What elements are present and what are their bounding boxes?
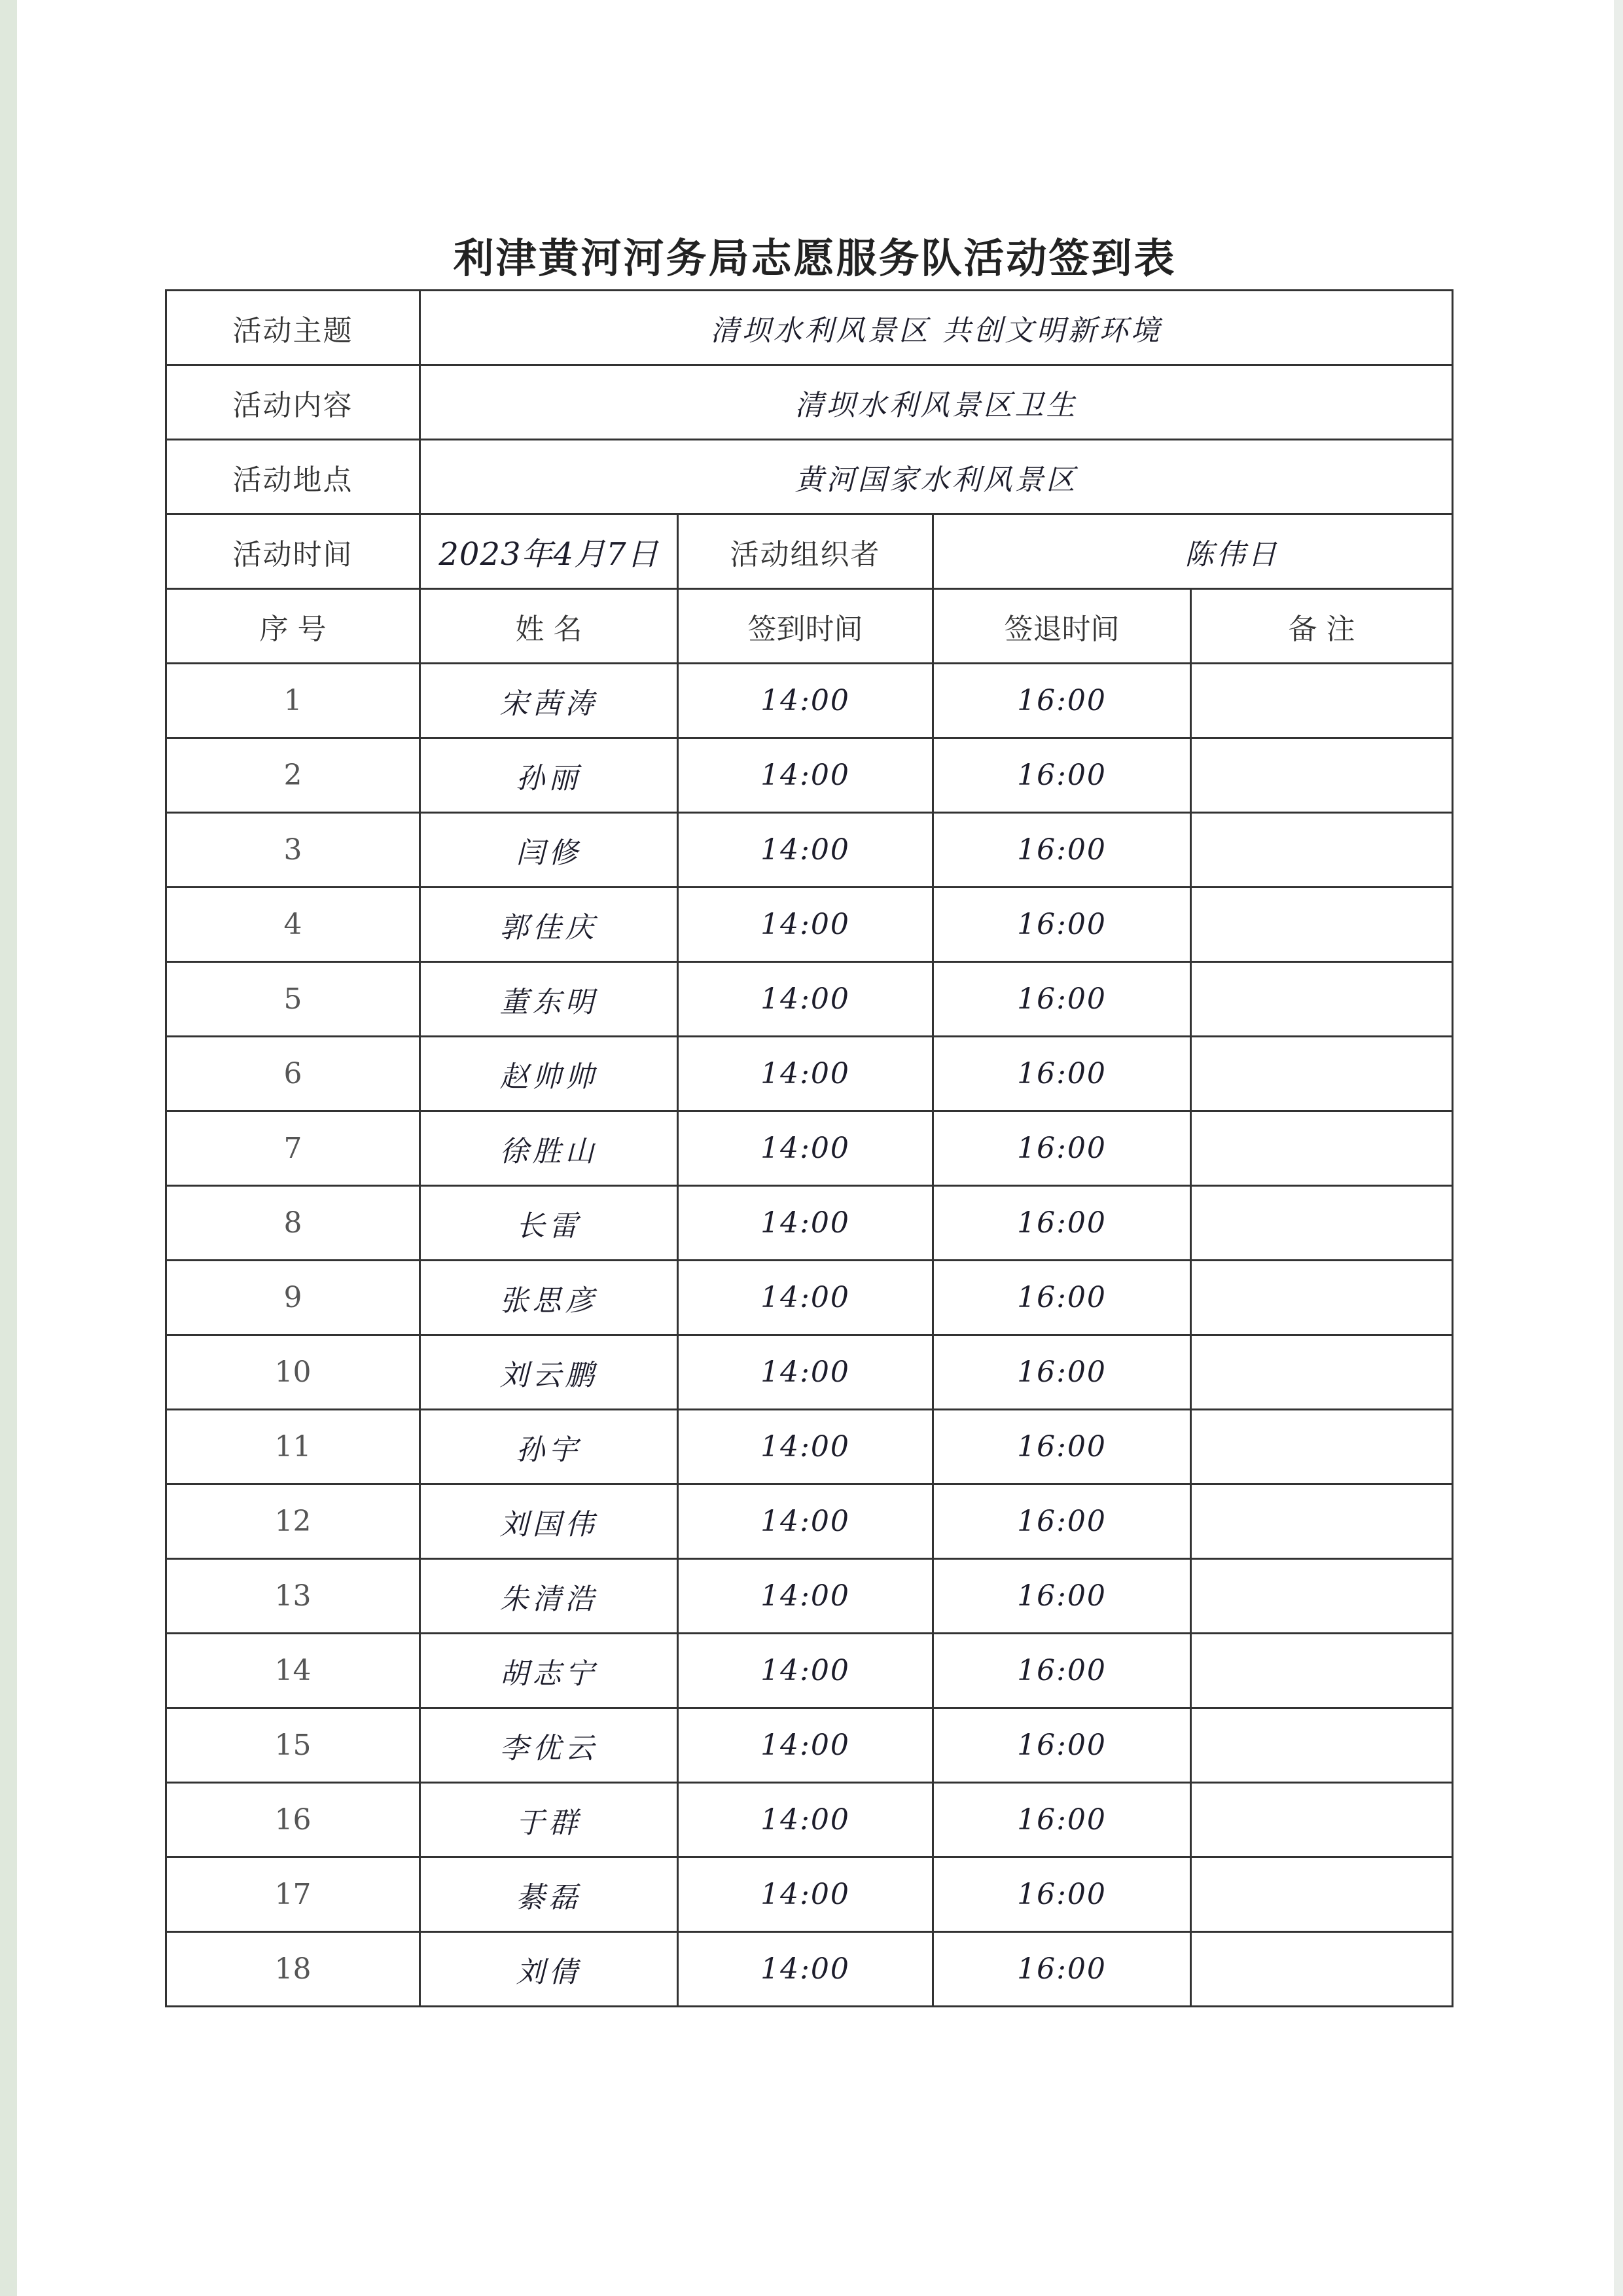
content-value: 清坝水利风景区卫生 xyxy=(420,365,1453,440)
table-row xyxy=(166,1708,1453,1783)
checkout-column-header: 签退时间 xyxy=(933,589,1191,664)
row-checkout-time: 16:00 xyxy=(933,738,1191,813)
row-index: 11 xyxy=(166,1410,420,1484)
row-index: 18 xyxy=(166,1932,420,2007)
table-row xyxy=(166,1111,1453,1186)
row-remark xyxy=(1191,1484,1453,1559)
row-checkin-time: 14:00 xyxy=(678,664,933,738)
row-checkout-time: 16:00 xyxy=(933,888,1191,962)
theme-row xyxy=(166,291,1453,365)
row-signature: 刘云鹏 xyxy=(420,1335,678,1410)
table-row xyxy=(166,888,1453,962)
table-row xyxy=(166,1335,1453,1410)
row-index: 12 xyxy=(166,1484,420,1559)
row-checkin-time: 14:00 xyxy=(678,1186,933,1261)
row-checkin-time: 14:00 xyxy=(678,1335,933,1410)
row-index: 2 xyxy=(166,738,420,813)
row-signature: 于群 xyxy=(420,1783,678,1857)
row-checkout-time: 16:00 xyxy=(933,1261,1191,1335)
row-checkout-time: 16:00 xyxy=(933,1708,1191,1783)
row-checkin-time: 14:00 xyxy=(678,1037,933,1111)
row-checkout-time: 16:00 xyxy=(933,1932,1191,2007)
row-checkout-time: 16:00 xyxy=(933,1559,1191,1634)
index-column-header: 序 号 xyxy=(166,589,420,664)
remark-column-header: 备 注 xyxy=(1191,589,1453,664)
row-checkin-time: 14:00 xyxy=(678,1932,933,2007)
row-checkin-time: 14:00 xyxy=(678,888,933,962)
row-remark xyxy=(1191,1634,1453,1708)
row-remark xyxy=(1191,664,1453,738)
location-row xyxy=(166,440,1453,514)
row-remark xyxy=(1191,738,1453,813)
row-signature: 朱清浩 xyxy=(420,1559,678,1634)
name-column-header: 姓 名 xyxy=(420,589,678,664)
row-index: 8 xyxy=(166,1186,420,1261)
row-checkout-time: 16:00 xyxy=(933,664,1191,738)
checkin-column-header: 签到时间 xyxy=(678,589,933,664)
row-signature: 董东明 xyxy=(420,962,678,1037)
row-index: 4 xyxy=(166,888,420,962)
row-checkin-time: 14:00 xyxy=(678,1783,933,1857)
time-label: 活动时间 xyxy=(166,514,420,589)
table-row xyxy=(166,1261,1453,1335)
scan-edge-right xyxy=(1614,0,1623,2296)
row-signature: 刘倩 xyxy=(420,1932,678,2007)
row-checkout-time: 16:00 xyxy=(933,1634,1191,1708)
row-index: 5 xyxy=(166,962,420,1037)
location-value: 黄河国家水利风景区 xyxy=(420,440,1453,514)
row-remark xyxy=(1191,888,1453,962)
row-remark xyxy=(1191,1261,1453,1335)
scan-edge-left xyxy=(0,0,17,2296)
row-index: 9 xyxy=(166,1261,420,1335)
row-checkin-time: 14:00 xyxy=(678,1484,933,1559)
table-row xyxy=(166,1932,1453,2007)
row-remark xyxy=(1191,1857,1453,1932)
row-index: 15 xyxy=(166,1708,420,1783)
row-checkin-time: 14:00 xyxy=(678,1261,933,1335)
sign-in-table xyxy=(165,289,1454,2007)
row-checkout-time: 16:00 xyxy=(933,1037,1191,1111)
row-checkout-time: 16:00 xyxy=(933,1111,1191,1186)
row-checkout-time: 16:00 xyxy=(933,962,1191,1037)
row-checkin-time: 14:00 xyxy=(678,1559,933,1634)
row-remark xyxy=(1191,1932,1453,2007)
content-label: 活动内容 xyxy=(166,365,420,440)
document-title: 利津黄河河务局志愿服务队活动签到表 xyxy=(453,234,1177,282)
row-signature: 宋茜涛 xyxy=(420,664,678,738)
row-signature: 孙宇 xyxy=(420,1410,678,1484)
table-row xyxy=(166,1559,1453,1634)
table-row xyxy=(166,1410,1453,1484)
row-checkin-time: 14:00 xyxy=(678,1634,933,1708)
row-checkin-time: 14:00 xyxy=(678,1708,933,1783)
row-checkout-time: 16:00 xyxy=(933,1484,1191,1559)
table-row xyxy=(166,962,1453,1037)
table-row xyxy=(166,1037,1453,1111)
row-checkin-time: 14:00 xyxy=(678,1111,933,1186)
row-remark xyxy=(1191,1559,1453,1634)
organizer-value: 陈伟日 xyxy=(933,514,1453,589)
row-checkout-time: 16:00 xyxy=(933,1186,1191,1261)
row-checkout-time: 16:00 xyxy=(933,1410,1191,1484)
row-index: 14 xyxy=(166,1634,420,1708)
row-signature: 赵帅帅 xyxy=(420,1037,678,1111)
row-checkout-time: 16:00 xyxy=(933,1857,1191,1932)
row-signature: 长雷 xyxy=(420,1186,678,1261)
row-checkin-time: 14:00 xyxy=(678,962,933,1037)
row-checkout-time: 16:00 xyxy=(933,1335,1191,1410)
row-index: 3 xyxy=(166,813,420,888)
row-remark xyxy=(1191,1708,1453,1783)
row-index: 17 xyxy=(166,1857,420,1932)
row-checkin-time: 14:00 xyxy=(678,1857,933,1932)
table-row xyxy=(166,664,1453,738)
row-index: 13 xyxy=(166,1559,420,1634)
time-value: 2023年4月7日 xyxy=(420,514,678,589)
location-label: 活动地点 xyxy=(166,440,420,514)
row-remark xyxy=(1191,1335,1453,1410)
table-row xyxy=(166,1857,1453,1932)
row-remark xyxy=(1191,813,1453,888)
row-index: 7 xyxy=(166,1111,420,1186)
theme-label: 活动主题 xyxy=(166,291,420,365)
row-signature: 徐胜山 xyxy=(420,1111,678,1186)
row-checkin-time: 14:00 xyxy=(678,813,933,888)
organizer-label: 活动组织者 xyxy=(678,514,933,589)
row-signature: 李优云 xyxy=(420,1708,678,1783)
table-row xyxy=(166,738,1453,813)
row-signature: 张思彦 xyxy=(420,1261,678,1335)
row-index: 10 xyxy=(166,1335,420,1410)
row-index: 6 xyxy=(166,1037,420,1111)
content-row xyxy=(166,365,1453,440)
row-signature: 闫修 xyxy=(420,813,678,888)
row-remark xyxy=(1191,1186,1453,1261)
row-remark xyxy=(1191,1783,1453,1857)
row-index: 16 xyxy=(166,1783,420,1857)
time-row xyxy=(166,514,1453,589)
row-signature: 刘国伟 xyxy=(420,1484,678,1559)
row-remark xyxy=(1191,1410,1453,1484)
row-signature: 綦磊 xyxy=(420,1857,678,1932)
table-row xyxy=(166,1186,1453,1261)
row-index: 1 xyxy=(166,664,420,738)
row-signature: 胡志宁 xyxy=(420,1634,678,1708)
row-checkin-time: 14:00 xyxy=(678,1410,933,1484)
row-checkout-time: 16:00 xyxy=(933,1783,1191,1857)
table-row xyxy=(166,1484,1453,1559)
table-row xyxy=(166,1634,1453,1708)
row-signature: 郭佳庆 xyxy=(420,888,678,962)
theme-value: 清坝水利风景区 共创文明新环境 xyxy=(420,291,1453,365)
row-remark xyxy=(1191,1111,1453,1186)
row-checkin-time: 14:00 xyxy=(678,738,933,813)
row-signature: 孙丽 xyxy=(420,738,678,813)
table-row xyxy=(166,813,1453,888)
table-row xyxy=(166,1783,1453,1857)
column-header-row xyxy=(166,589,1453,664)
row-remark xyxy=(1191,1037,1453,1111)
row-checkout-time: 16:00 xyxy=(933,813,1191,888)
row-remark xyxy=(1191,962,1453,1037)
